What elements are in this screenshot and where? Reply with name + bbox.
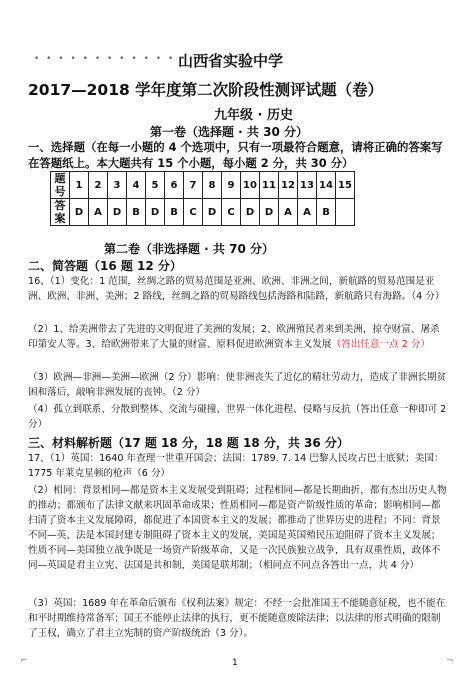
number-cell: 15 <box>336 172 355 199</box>
number-cell: 8 <box>203 172 222 199</box>
number-cell: 10 <box>241 172 260 199</box>
answer-16-2-text: （2）1、给美洲带去了先进的文明促进了美洲的发展；2、欧洲殖民者来到美洲，掠夺财富、屠杀印第安人等。3、给欧洲带来了大量的财富、原料促进欧洲资本主义发展 <box>28 324 440 350</box>
page-number: 1 <box>232 658 238 668</box>
answer-cell: A <box>89 199 108 226</box>
subject-line: 九年级 · 历史 <box>214 108 293 123</box>
section2-heading: 二、简答题（16 题 12 分） <box>28 259 182 273</box>
answer-cell: A <box>298 199 317 226</box>
number-cell: 2 <box>89 172 108 199</box>
answer-cell: D <box>260 199 279 226</box>
number-cell: 4 <box>127 172 146 199</box>
corner-mark-left-icon: ⌐ <box>20 656 28 666</box>
exam-title: 2017—2018 学年度第二次阶段性测评试题（卷） <box>28 81 384 99</box>
section3-heading: 三、材料解析题（17 题 18 分，18 题 18 分，共 36 分） <box>28 436 349 450</box>
answer-16-4: （4）孤立到联系、分散到整体、交流与碰撞、世界一体化进程、侵略与反抗（答出任意一种即可 2 分） <box>28 404 447 430</box>
number-cell: 12 <box>279 172 298 199</box>
answer-cell: D <box>108 199 127 226</box>
answer-cell: D <box>241 199 260 226</box>
answer-16-3: （3）欧洲—非洲—美洲—欧洲（2 分）影响：使非洲丧失了近亿的精壮劳动力，造成了非洲长期贫困和落后，敲响非洲发展的丧钟。（2 分） <box>28 372 447 398</box>
number-cell: 1 <box>70 172 89 199</box>
binding-line-dots: • • • • • • • • • • • • • • • <box>34 54 212 64</box>
answer-cell: D <box>70 199 89 226</box>
number-row <box>51 172 355 199</box>
answer-17-3: （3）英国：1689 年在革命后颁布《权利法案》规定：不经一会批准国王不能随意征税，也不能在和平时期维持常备军；国王不能停止法律的执行，更不能随意废除法律；以法律的形式明确的限制了王权，确立了君主立宪制的资产阶级统治（3 分）。 <box>28 598 446 639</box>
corner-mark-right-icon: ¬ <box>446 656 454 666</box>
number-cell: 9 <box>222 172 241 199</box>
choice-instructions: 一、选择题（在每一小题的 4 个选项中，只有一项最符合题意，请将正确的答案写在答题纸上。本大题共有 15 个小题，每小题 2 分，共 30 分） <box>28 140 443 170</box>
answer-cell: D <box>203 199 222 226</box>
answer-cell: C <box>184 199 203 226</box>
answer-table <box>50 171 355 226</box>
part2-heading: 第二卷（非选择题 · 共 70 分） <box>104 242 274 256</box>
answer-17-2: （2）相同：背景相同—都是资本主义发展受到阻碍；过程相同—都是长期曲折，都有杰出历史人物的推动；都颁布了法律文献来巩固革命成果；性质相同—都是资产阶级性质的革命；影响相同—都扫清了资本主义发展障碍，都促进了本国资本主义的发展；都推动了世界历史的进程；不同：背景不同—英、法是本国封建专制阻碍了资本主义的发展，美国是英国殖民压迫阻碍了资本主义发展；性质不同—美国独立战争既是一场资产阶级革命，又是一次民族独立战争，具有双重性质，政体不同—英国是君主立宪、法国是共和制，美国是联邦制；（相同点不同点各答出一点，共 4 分） <box>28 485 447 571</box>
answer-row-label: 答案 <box>51 199 70 226</box>
number-cell: 3 <box>108 172 127 199</box>
answer-16-2 <box>28 322 448 352</box>
number-cell: 7 <box>184 172 203 199</box>
answer-cell: B <box>317 199 336 226</box>
number-cell: 14 <box>317 172 336 199</box>
number-row-label: 题号 <box>51 172 70 199</box>
scoring-note: （答出任意一点 2 分） <box>331 339 431 350</box>
answer-cell <box>336 199 355 226</box>
answer-cell: B <box>165 199 184 226</box>
number-cell: 6 <box>165 172 184 199</box>
answer-16-1: 16、（1）变化：1 范围，丝绸之路的贸易范围是亚洲、欧洲、非洲之间，新航路的贸易范围是亚洲、欧洲、非洲、美洲；2 路线，丝绸之路的贸易路线包括海路和陆路，新航路只有海路。（4 分） <box>28 276 445 302</box>
answer-row <box>51 199 355 226</box>
number-cell: 5 <box>146 172 165 199</box>
number-cell: 11 <box>260 172 279 199</box>
answer-cell: D <box>146 199 165 226</box>
part1-heading: 第一卷（选择题 · 共 30 分） <box>150 125 308 139</box>
answer-cell: A <box>279 199 298 226</box>
answer-cell: C <box>222 199 241 226</box>
answer-cell: B <box>127 199 146 226</box>
number-cell: 13 <box>298 172 317 199</box>
answer-17-1: 17、（1）英国：1640 年查理一世重开国会；法国：1789. 7. 14 巴黎人民攻占巴士底狱；美国：1775 年莱克星顿的枪声（6 分） <box>28 453 444 479</box>
school-name: 山西省实验中学 <box>178 52 284 70</box>
